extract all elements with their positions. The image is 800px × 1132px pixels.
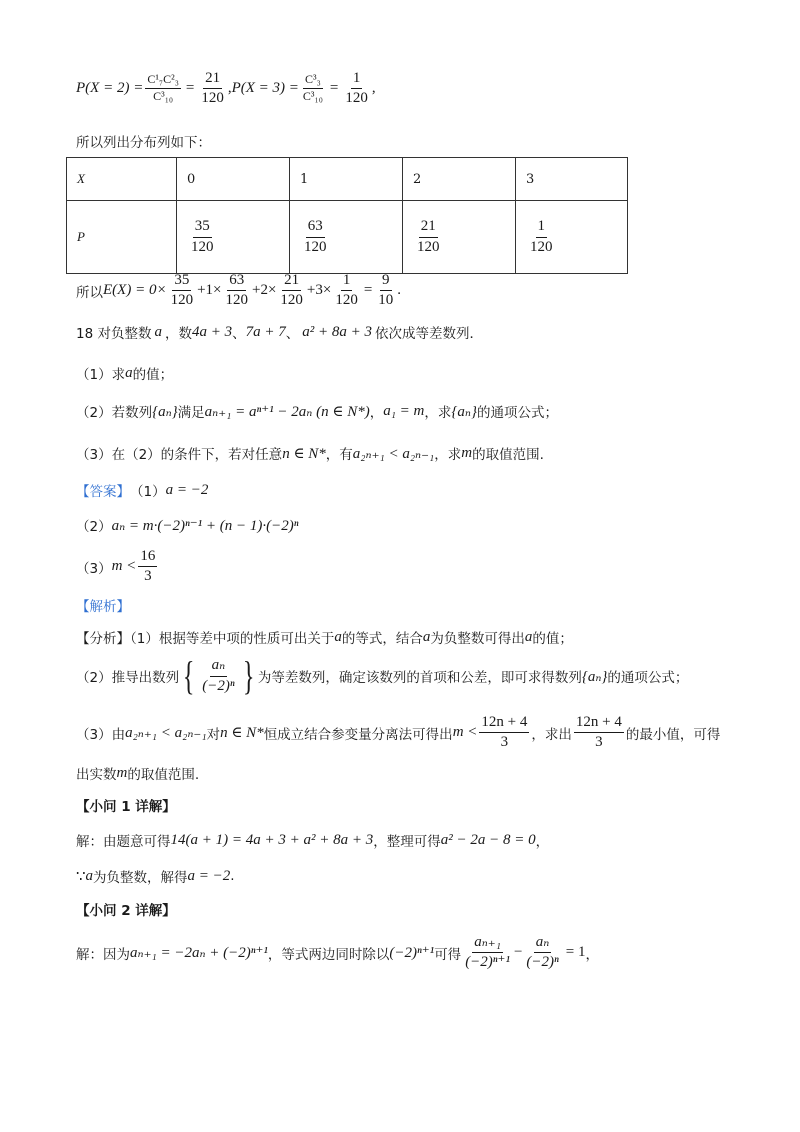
p-x3-combination: $\frac{\text{C³₃}}{\text{C³₁₀}}$ xyxy=(302,72,323,104)
table-header-cell: 0 xyxy=(177,158,290,201)
problem-title: 18 对负整数 a ，数 4a + 3 、 7a + 7 、 a² + 8a + 3 依次成等差数列． xyxy=(76,323,483,342)
question-2: （2）若数列 {aₙ} 满足 aₙ₊₁ = aⁿ⁺¹ − 2aₙ (n ∈ N*) ， a₁ = m ，求 {aₙ} 的通项公式； xyxy=(76,402,558,421)
answer-line-3: （3） m < $\frac{16}{3}$ xyxy=(76,548,156,585)
table-cell xyxy=(516,201,628,274)
prob-fraction: $\frac{63}{120}$ xyxy=(304,218,327,255)
p-x2-value: $\frac{21}{120}$ xyxy=(201,70,224,107)
detail-2-line-1: 解：因为 aₙ₊₁ = −2aₙ + (−2)ⁿ⁺¹ ，等式两边同时除以 (−2)ⁿ⁺¹ 可得 $\frac{\text{aₙ₊₁}}{\text{(−2)ⁿ⁺¹}}$ − $\frac{\text{aₙ}}{\text{(−2)ⁿ}}$ = 1 ， xyxy=(76,934,599,971)
table-header-cell: 1 xyxy=(290,158,403,201)
dist-intro: 所以列出分布列如下： xyxy=(76,135,211,151)
answer-line-2: （2） aₙ = m·(−2)ⁿ⁻¹ + (n − 1)·(−2)ⁿ xyxy=(76,517,299,535)
prob-fraction: $\frac{35}{120}$ xyxy=(191,218,214,255)
detail-2-heading: 【小问 2 详解】 xyxy=(76,903,176,919)
prob-fraction: $\frac{1}{120}$ xyxy=(530,218,553,255)
answer-tag: 【答案】 xyxy=(76,484,130,500)
analysis-step-1: 【分析】（1）根据等差中项的性质可出关于 a 的等式，结合 a 为负整数可得出 a 的值； xyxy=(76,628,573,647)
table-header-cell: 2 xyxy=(403,158,516,201)
table-cell xyxy=(290,201,403,274)
table-cell xyxy=(403,201,516,274)
p-x2-combination: $\frac{\text{C¹₇C²₃}}{\text{C³₁₀}}$ xyxy=(147,72,179,104)
prob-fraction: $\frac{21}{120}$ xyxy=(417,218,440,255)
detail-1-line-1: 解：由题意可得 14(a + 1) = 4a + 3 + a² + 8a + 3 ，整理可得 a² − 2a − 8 = 0 ， xyxy=(76,831,550,850)
table-row xyxy=(67,201,628,274)
distribution-table xyxy=(66,157,628,274)
table-row xyxy=(67,158,628,201)
p-x2-label: P(X = 2) = xyxy=(76,80,144,97)
p-x3-label: P(X = 3) = xyxy=(231,80,299,97)
table-cell xyxy=(177,201,290,274)
table-header-cell: 3 xyxy=(516,158,628,201)
question-3: （3）在（2）的条件下，若对任意 n ∈ N* ，有 a₂ₙ₊₁ < a₂ₙ₋₁ ，求 m 的取值范围. xyxy=(76,444,544,463)
table-row-label-p: P xyxy=(67,201,177,274)
analysis-step-2: （2）推导出数列 { $\frac{\text{aₙ}}{\text{(−2)ⁿ}}$ } 为等差数列，确定该数列的首项和公差，即可求得数列 {aₙ} 的通项公式； xyxy=(76,653,689,698)
analysis-step-3-cont: 出实数 m 的取值范围. xyxy=(76,764,200,783)
expectation-line: 所以 E(X) = 0× $\frac{35}{120}$ +1× $\frac{63}{120}$ +2× $\frac{21}{120}$ +3× $\frac{1}{120}$ = $\frac{9}{10}$ . xyxy=(76,272,402,309)
detail-1-heading: 【小问 1 详解】 xyxy=(76,799,176,815)
p-x3-value: $\frac{1}{120}$ xyxy=(345,70,368,107)
answer-line-1: 【答案】 （1） a = −2 xyxy=(76,481,209,500)
analysis-tag: 【解析】 xyxy=(76,599,130,615)
detail-1-line-2: ∵ a 为负整数，解得 a = −2 . xyxy=(76,867,235,886)
probability-line: P(X = 2) = $\frac{\text{C¹₇C²₃}}{\text{C³₁₀}}$ = $\frac{21}{120}$ , P(X = 3) = $\frac{\text{C³₃}}{\text{C³₁₀}}$ = $\frac{1}{120}$ , xyxy=(76,70,376,107)
question-1: （1）求 a 的值； xyxy=(76,364,174,383)
analysis-step-3: （3）由 a₂ₙ₊₁ < a₂ₙ₋₁ 对 n ∈ N* 恒成立结合参变量分离法可得出 m < $\frac{12n + 4}{3}$ ，求出 $\frac{12n + 4}{3}$ 的最小值，可得 xyxy=(76,714,721,751)
answer-fraction: $\frac{16}{3}$ xyxy=(140,548,156,585)
sequence-fraction: $\frac{\text{aₙ}}{\text{(−2)ⁿ}}$ xyxy=(202,657,235,694)
table-header-x: X xyxy=(67,158,177,201)
